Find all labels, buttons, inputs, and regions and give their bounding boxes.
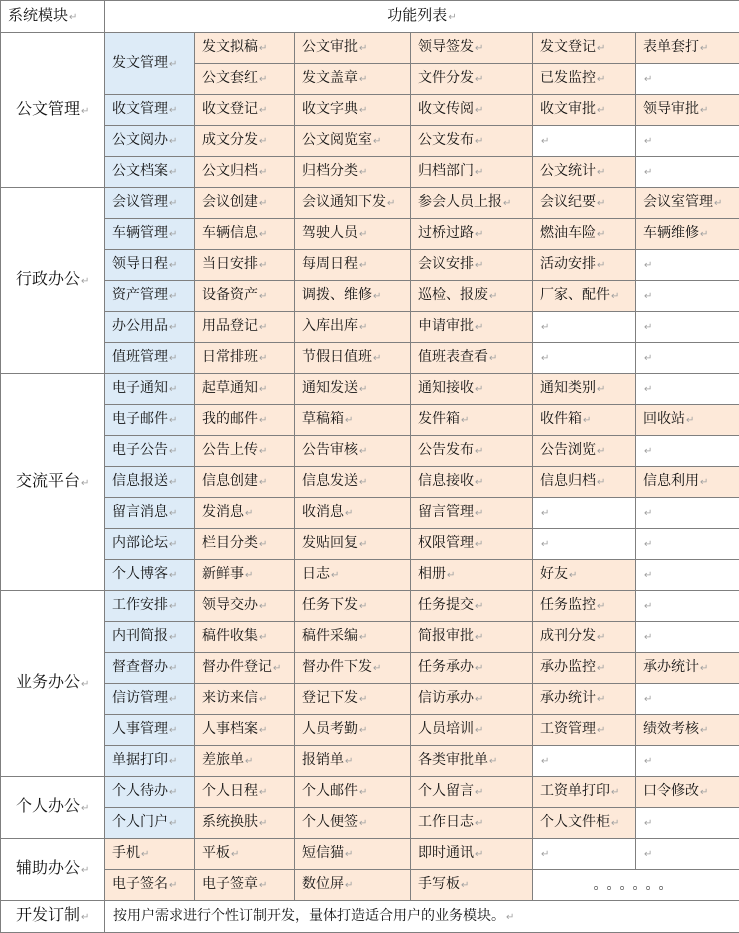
category-cell: 行政办公↵ [1, 188, 105, 374]
submodule-cell: 工作安排↵ [105, 591, 195, 622]
category-cell: 交流平台↵ [1, 374, 105, 591]
function-cell: 人员培训↵ [411, 715, 533, 746]
submodule-cell: 办公用品↵ [105, 312, 195, 343]
function-cell: 会议创建↵ [195, 188, 295, 219]
function-cell: ↵ [636, 591, 739, 622]
function-cell: ↵ [636, 436, 739, 467]
function-cell: 起草通知↵ [195, 374, 295, 405]
submodule-cell: 手机↵ [105, 839, 195, 870]
function-cell: 会议纪要↵ [533, 188, 636, 219]
submodule-cell: 信息报送↵ [105, 467, 195, 498]
function-cell: 信息发送↵ [295, 467, 411, 498]
function-cell: 新鲜事↵ [195, 560, 295, 591]
function-cell: 文件分发↵ [411, 64, 533, 95]
table-row [1, 839, 739, 870]
submodule-cell: 内刊简报↵ [105, 622, 195, 653]
function-cell: 电子签章↵ [195, 870, 295, 901]
function-cell: 稿件采编↵ [295, 622, 411, 653]
function-cell: 口令修改↵ [636, 777, 739, 808]
function-cell: 留言管理↵ [411, 498, 533, 529]
function-cell: 领导交办↵ [195, 591, 295, 622]
function-cell: 任务提交↵ [411, 591, 533, 622]
submodule-cell: 个人门户↵ [105, 808, 195, 839]
function-cell: ↵ [533, 529, 636, 560]
function-cell: ↵ [636, 622, 739, 653]
table-row [1, 560, 739, 591]
function-cell: 通知类别↵ [533, 374, 636, 405]
custom-dev-description: 按用户需求进行个性订制开发，量体打造适合用户的业务模块。↵ [105, 901, 739, 933]
function-cell: 草稿箱↵ [295, 405, 411, 436]
submodule-cell: 个人博客↵ [105, 560, 195, 591]
function-cell: ↵ [636, 839, 739, 870]
function-cell: 个人日程↵ [195, 777, 295, 808]
table-row [1, 343, 739, 374]
table-row [1, 684, 739, 715]
function-cell: 任务承办↵ [411, 653, 533, 684]
function-cell: 登记下发↵ [295, 684, 411, 715]
table-row [1, 188, 739, 219]
function-cell: 承办统计↵ [533, 684, 636, 715]
function-cell: 系统换肤↵ [195, 808, 295, 839]
function-cell: 报销单↵ [295, 746, 411, 777]
function-cell: ↵ [636, 374, 739, 405]
function-cell: 承办监控↵ [533, 653, 636, 684]
submodule-cell: 发文管理↵ [105, 33, 195, 95]
table-row [1, 219, 739, 250]
function-cell: 车辆维修↵ [636, 219, 739, 250]
function-cell: 通知接收↵ [411, 374, 533, 405]
table-row [1, 374, 739, 405]
function-cell: 当日安排↵ [195, 250, 295, 281]
function-cell: 公文阅览室↵ [295, 126, 411, 157]
table-row [1, 715, 739, 746]
table-row [1, 95, 739, 126]
function-cell: ↵ [636, 343, 739, 374]
table-row [1, 157, 739, 188]
function-cell: 归档部门↵ [411, 157, 533, 188]
function-cell: 设备资产↵ [195, 281, 295, 312]
function-cell: 已发监控↵ [533, 64, 636, 95]
function-cell: 领导审批↵ [636, 95, 739, 126]
function-cell: ↵ [636, 498, 739, 529]
function-cell: 各类审批单↵ [411, 746, 533, 777]
function-cell: 信访承办↵ [411, 684, 533, 715]
function-cell: ↵ [636, 126, 739, 157]
ellipsis-cell: 。。。。。。 [533, 870, 739, 901]
function-cell: ↵ [636, 312, 739, 343]
submodule-cell: 个人待办↵ [105, 777, 195, 808]
function-cell: 用品登记↵ [195, 312, 295, 343]
function-cell: 来访来信↵ [195, 684, 295, 715]
submodule-cell: 电子签名↵ [105, 870, 195, 901]
function-cell: 手写板↵ [411, 870, 533, 901]
function-cell: 承办统计↵ [636, 653, 739, 684]
function-cell: 发文登记↵ [533, 33, 636, 64]
function-cell: 公文套红↵ [195, 64, 295, 95]
table-row [1, 436, 739, 467]
table-row [1, 33, 739, 64]
table-row [1, 498, 739, 529]
function-cell: ↵ [533, 312, 636, 343]
function-cell: ↵ [533, 746, 636, 777]
submodule-cell: 内部论坛↵ [105, 529, 195, 560]
function-cell: 收文字典↵ [295, 95, 411, 126]
header-row [1, 1, 739, 33]
function-cell: 简报审批↵ [411, 622, 533, 653]
function-cell: 人员考勤↵ [295, 715, 411, 746]
function-cell: 回收站↵ [636, 405, 739, 436]
function-cell: 发消息↵ [195, 498, 295, 529]
table-row [1, 281, 739, 312]
function-cell: 工作日志↵ [411, 808, 533, 839]
function-cell: 人事档案↵ [195, 715, 295, 746]
function-cell: 短信猫↵ [295, 839, 411, 870]
function-cell: ↵ [636, 281, 739, 312]
submodule-cell: 电子公告↵ [105, 436, 195, 467]
function-cell: 平板↵ [195, 839, 295, 870]
function-cell: 个人留言↵ [411, 777, 533, 808]
function-cell: 入库出库↵ [295, 312, 411, 343]
function-cell: 收文审批↵ [533, 95, 636, 126]
function-cell: ↵ [636, 560, 739, 591]
function-cell: 发文盖章↵ [295, 64, 411, 95]
category-cell: 个人办公↵ [1, 777, 105, 839]
submodule-cell: 会议管理↵ [105, 188, 195, 219]
submodule-cell: 公文档案↵ [105, 157, 195, 188]
function-cell: 信息归档↵ [533, 467, 636, 498]
table-row [1, 808, 739, 839]
function-cell: 领导签发↵ [411, 33, 533, 64]
submodule-cell: 留言消息↵ [105, 498, 195, 529]
function-cell: 工资管理↵ [533, 715, 636, 746]
function-cell: 稿件收集↵ [195, 622, 295, 653]
submodule-cell: 领导日程↵ [105, 250, 195, 281]
function-cell: 归档分类↵ [295, 157, 411, 188]
function-cell: 发文拟稿↵ [195, 33, 295, 64]
function-cell: 日常排班↵ [195, 343, 295, 374]
function-cell: 申请审批↵ [411, 312, 533, 343]
function-cell: 公告上传↵ [195, 436, 295, 467]
function-cell: 收消息↵ [295, 498, 411, 529]
submodule-cell: 值班管理↵ [105, 343, 195, 374]
function-cell: 公文发布↵ [411, 126, 533, 157]
function-cell: 信息创建↵ [195, 467, 295, 498]
function-cell: 表单套打↵ [636, 33, 739, 64]
table-row [1, 467, 739, 498]
custom-dev-row [1, 901, 739, 933]
function-cell: ↵ [636, 529, 739, 560]
function-cell: 成文分发↵ [195, 126, 295, 157]
function-cell: 督办件登记↵ [195, 653, 295, 684]
function-cell: 权限管理↵ [411, 529, 533, 560]
submodule-cell: 资产管理↵ [105, 281, 195, 312]
function-cell: 过桥过路↵ [411, 219, 533, 250]
submodule-cell: 公文阅办↵ [105, 126, 195, 157]
function-cell: 会议安排↵ [411, 250, 533, 281]
function-cell: ↵ [533, 839, 636, 870]
function-cell: 栏目分类↵ [195, 529, 295, 560]
table-row [1, 591, 739, 622]
table-row [1, 312, 739, 343]
function-cell: 发件箱↵ [411, 405, 533, 436]
function-cell: 公告浏览↵ [533, 436, 636, 467]
function-cell: 驾驶人员↵ [295, 219, 411, 250]
function-cell: 调拨、维修↵ [295, 281, 411, 312]
function-cell: 燃油车险↵ [533, 219, 636, 250]
function-cell: 巡检、报废↵ [411, 281, 533, 312]
function-cell: 我的邮件↵ [195, 405, 295, 436]
function-cell: 厂家、配件↵ [533, 281, 636, 312]
function-cell: 信息接收↵ [411, 467, 533, 498]
table-row [1, 746, 739, 777]
submodule-cell: 收文管理↵ [105, 95, 195, 126]
function-cell: 收文登记↵ [195, 95, 295, 126]
function-cell: ↵ [636, 250, 739, 281]
submodule-cell: 信访管理↵ [105, 684, 195, 715]
submodule-cell: 电子邮件↵ [105, 405, 195, 436]
function-cell: 通知发送↵ [295, 374, 411, 405]
table-row [1, 250, 739, 281]
function-cell: ↵ [636, 64, 739, 95]
function-cell: 公文审批↵ [295, 33, 411, 64]
function-cell: 节假日值班↵ [295, 343, 411, 374]
category-cell: 公文管理↵ [1, 33, 105, 188]
submodule-cell: 单据打印↵ [105, 746, 195, 777]
function-cell: 即时通讯↵ [411, 839, 533, 870]
function-cell: 公文归档↵ [195, 157, 295, 188]
function-cell: 个人文件柜↵ [533, 808, 636, 839]
function-cell: ↵ [636, 157, 739, 188]
function-cell: 参会人员上报↵ [411, 188, 533, 219]
function-cell: 信息利用↵ [636, 467, 739, 498]
function-cell: 个人便签↵ [295, 808, 411, 839]
table-row [1, 405, 739, 436]
submodule-cell: 电子通知↵ [105, 374, 195, 405]
function-cell: ↵ [533, 498, 636, 529]
function-cell: 任务下发↵ [295, 591, 411, 622]
function-cell: 任务监控↵ [533, 591, 636, 622]
function-cell: 会议通知下发↵ [295, 188, 411, 219]
function-cell: 每周日程↵ [295, 250, 411, 281]
table-row [1, 529, 739, 560]
function-cell: 好友↵ [533, 560, 636, 591]
function-cell: 会议室管理↵ [636, 188, 739, 219]
function-cell: ↵ [533, 343, 636, 374]
table-row [1, 126, 739, 157]
function-cell: ↵ [636, 746, 739, 777]
table-row [1, 870, 739, 901]
function-cell: 绩效考核↵ [636, 715, 739, 746]
submodule-cell: 督查督办↵ [105, 653, 195, 684]
function-cell: 日志↵ [295, 560, 411, 591]
function-cell: 公告审核↵ [295, 436, 411, 467]
submodule-cell: 人事管理↵ [105, 715, 195, 746]
function-cell: 活动安排↵ [533, 250, 636, 281]
function-cell: ↵ [533, 126, 636, 157]
function-cell: 成刊分发↵ [533, 622, 636, 653]
function-cell: 差旅单↵ [195, 746, 295, 777]
table-row [1, 777, 739, 808]
submodule-cell: 车辆管理↵ [105, 219, 195, 250]
function-cell: 个人邮件↵ [295, 777, 411, 808]
function-cell: 工资单打印↵ [533, 777, 636, 808]
function-cell: ↵ [636, 684, 739, 715]
header-functions: 功能列表↵ [105, 1, 739, 33]
table-row [1, 653, 739, 684]
function-cell: ↵ [636, 808, 739, 839]
function-cell: 公文统计↵ [533, 157, 636, 188]
category-cell: 业务办公↵ [1, 591, 105, 777]
category-cell: 开发订制↵ [1, 901, 105, 933]
function-cell: 收件箱↵ [533, 405, 636, 436]
function-cell: 公告发布↵ [411, 436, 533, 467]
function-cell: 收文传阅↵ [411, 95, 533, 126]
category-cell: 辅助办公↵ [1, 839, 105, 901]
function-cell: 督办件下发↵ [295, 653, 411, 684]
function-cell: 发贴回复↵ [295, 529, 411, 560]
function-cell: 值班表查看↵ [411, 343, 533, 374]
function-cell: 车辆信息↵ [195, 219, 295, 250]
function-cell: 数位屏↵ [295, 870, 411, 901]
function-cell: 相册↵ [411, 560, 533, 591]
table-row [1, 622, 739, 653]
header-module: 系统模块↵ [1, 1, 105, 33]
